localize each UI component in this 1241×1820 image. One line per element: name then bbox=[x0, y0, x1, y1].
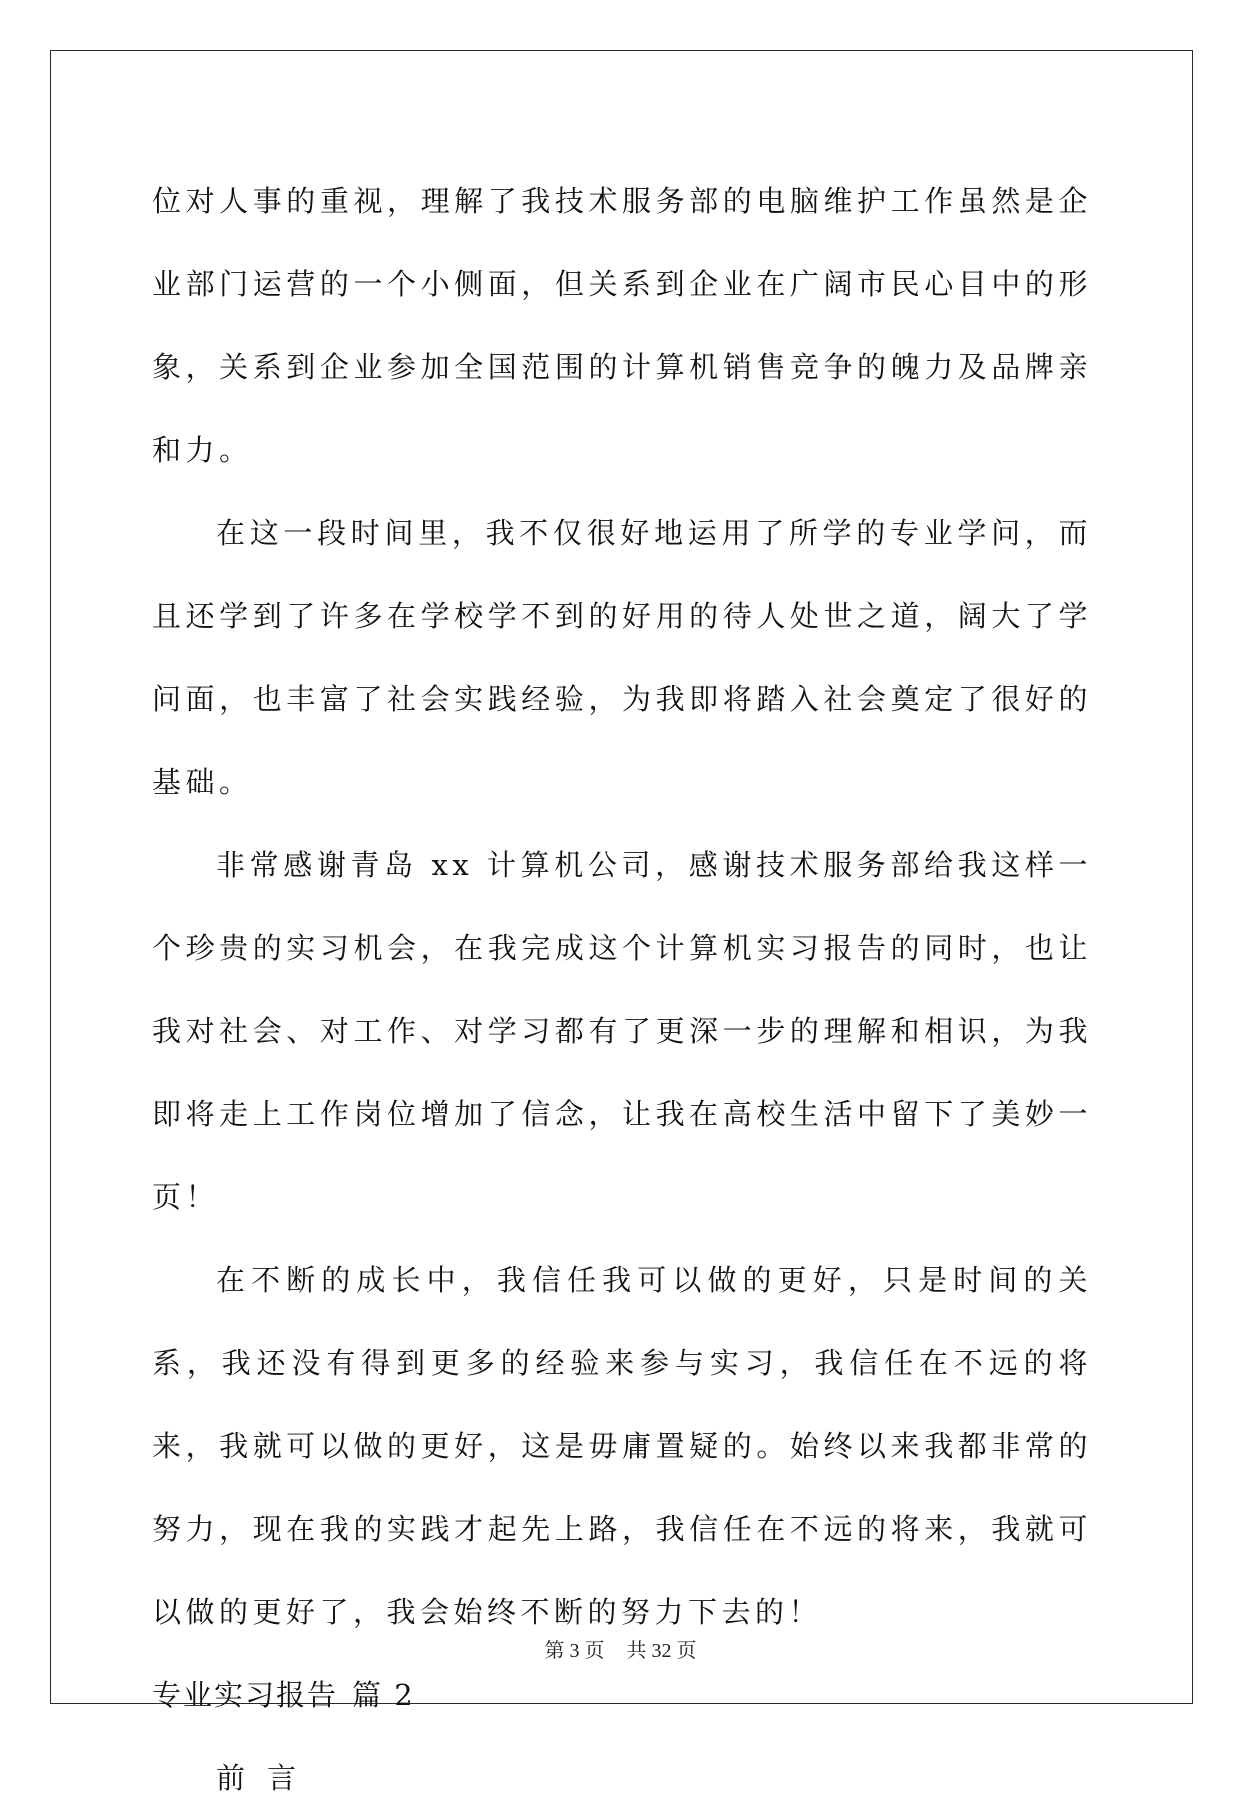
paragraph-1: 位对人事的重视，理解了我技术服务部的电脑维护工作虽然是企业部门运营的一个小侧面，但关系到企业在广阔市民心目中的形象，关系到企业参加全国范围的计算机销售竞争的魄力及品牌亲和力。 bbox=[152, 184, 1092, 467]
paragraph-4: 在不断的成长中，我信任我可以做的更好，只是时间的关系，我还没有得到更多的经验来参与实习，我信任在不远的将来，我就可以做的更好，这是毋庸置疑的。始终以来我都非常的努力，现在我的实践才起先上路，我信任在不远的将来，我就可以做的更好了，我会始终不断的努力下去的！ bbox=[152, 1263, 1092, 1629]
current-page-number: 第 3 页 bbox=[544, 1640, 605, 1662]
preface-heading: 前言 bbox=[216, 1761, 319, 1795]
section-title: 专业实习报告 bbox=[152, 1678, 339, 1712]
page-footer bbox=[0, 1634, 1241, 1663]
paragraph-3: 非常感谢青岛 xx 计算机公司，感谢技术服务部给我这样一个珍贵的实习机会，在我完成这个计算机实习报告的同时，也让我对社会、对工作、对学习都有了更深一步的理解和相识，为我即将走上工作岗位增加了信念，让我在高校生活中留下了美妙一页！ bbox=[152, 848, 1092, 1214]
section-heading bbox=[152, 1654, 1092, 1737]
section-number: 篇 2 bbox=[352, 1678, 415, 1712]
paragraph-2: 在这一段时间里，我不仅很好地运用了所学的专业学问，而且还学到了许多在学校学不到的好用的待人处世之道，阔大了学问面，也丰富了社会实践经验，为我即将踏入社会奠定了很好的基础。 bbox=[152, 516, 1092, 799]
document-body bbox=[152, 160, 1092, 1820]
total-page-count: 共 32 页 bbox=[626, 1640, 697, 1662]
